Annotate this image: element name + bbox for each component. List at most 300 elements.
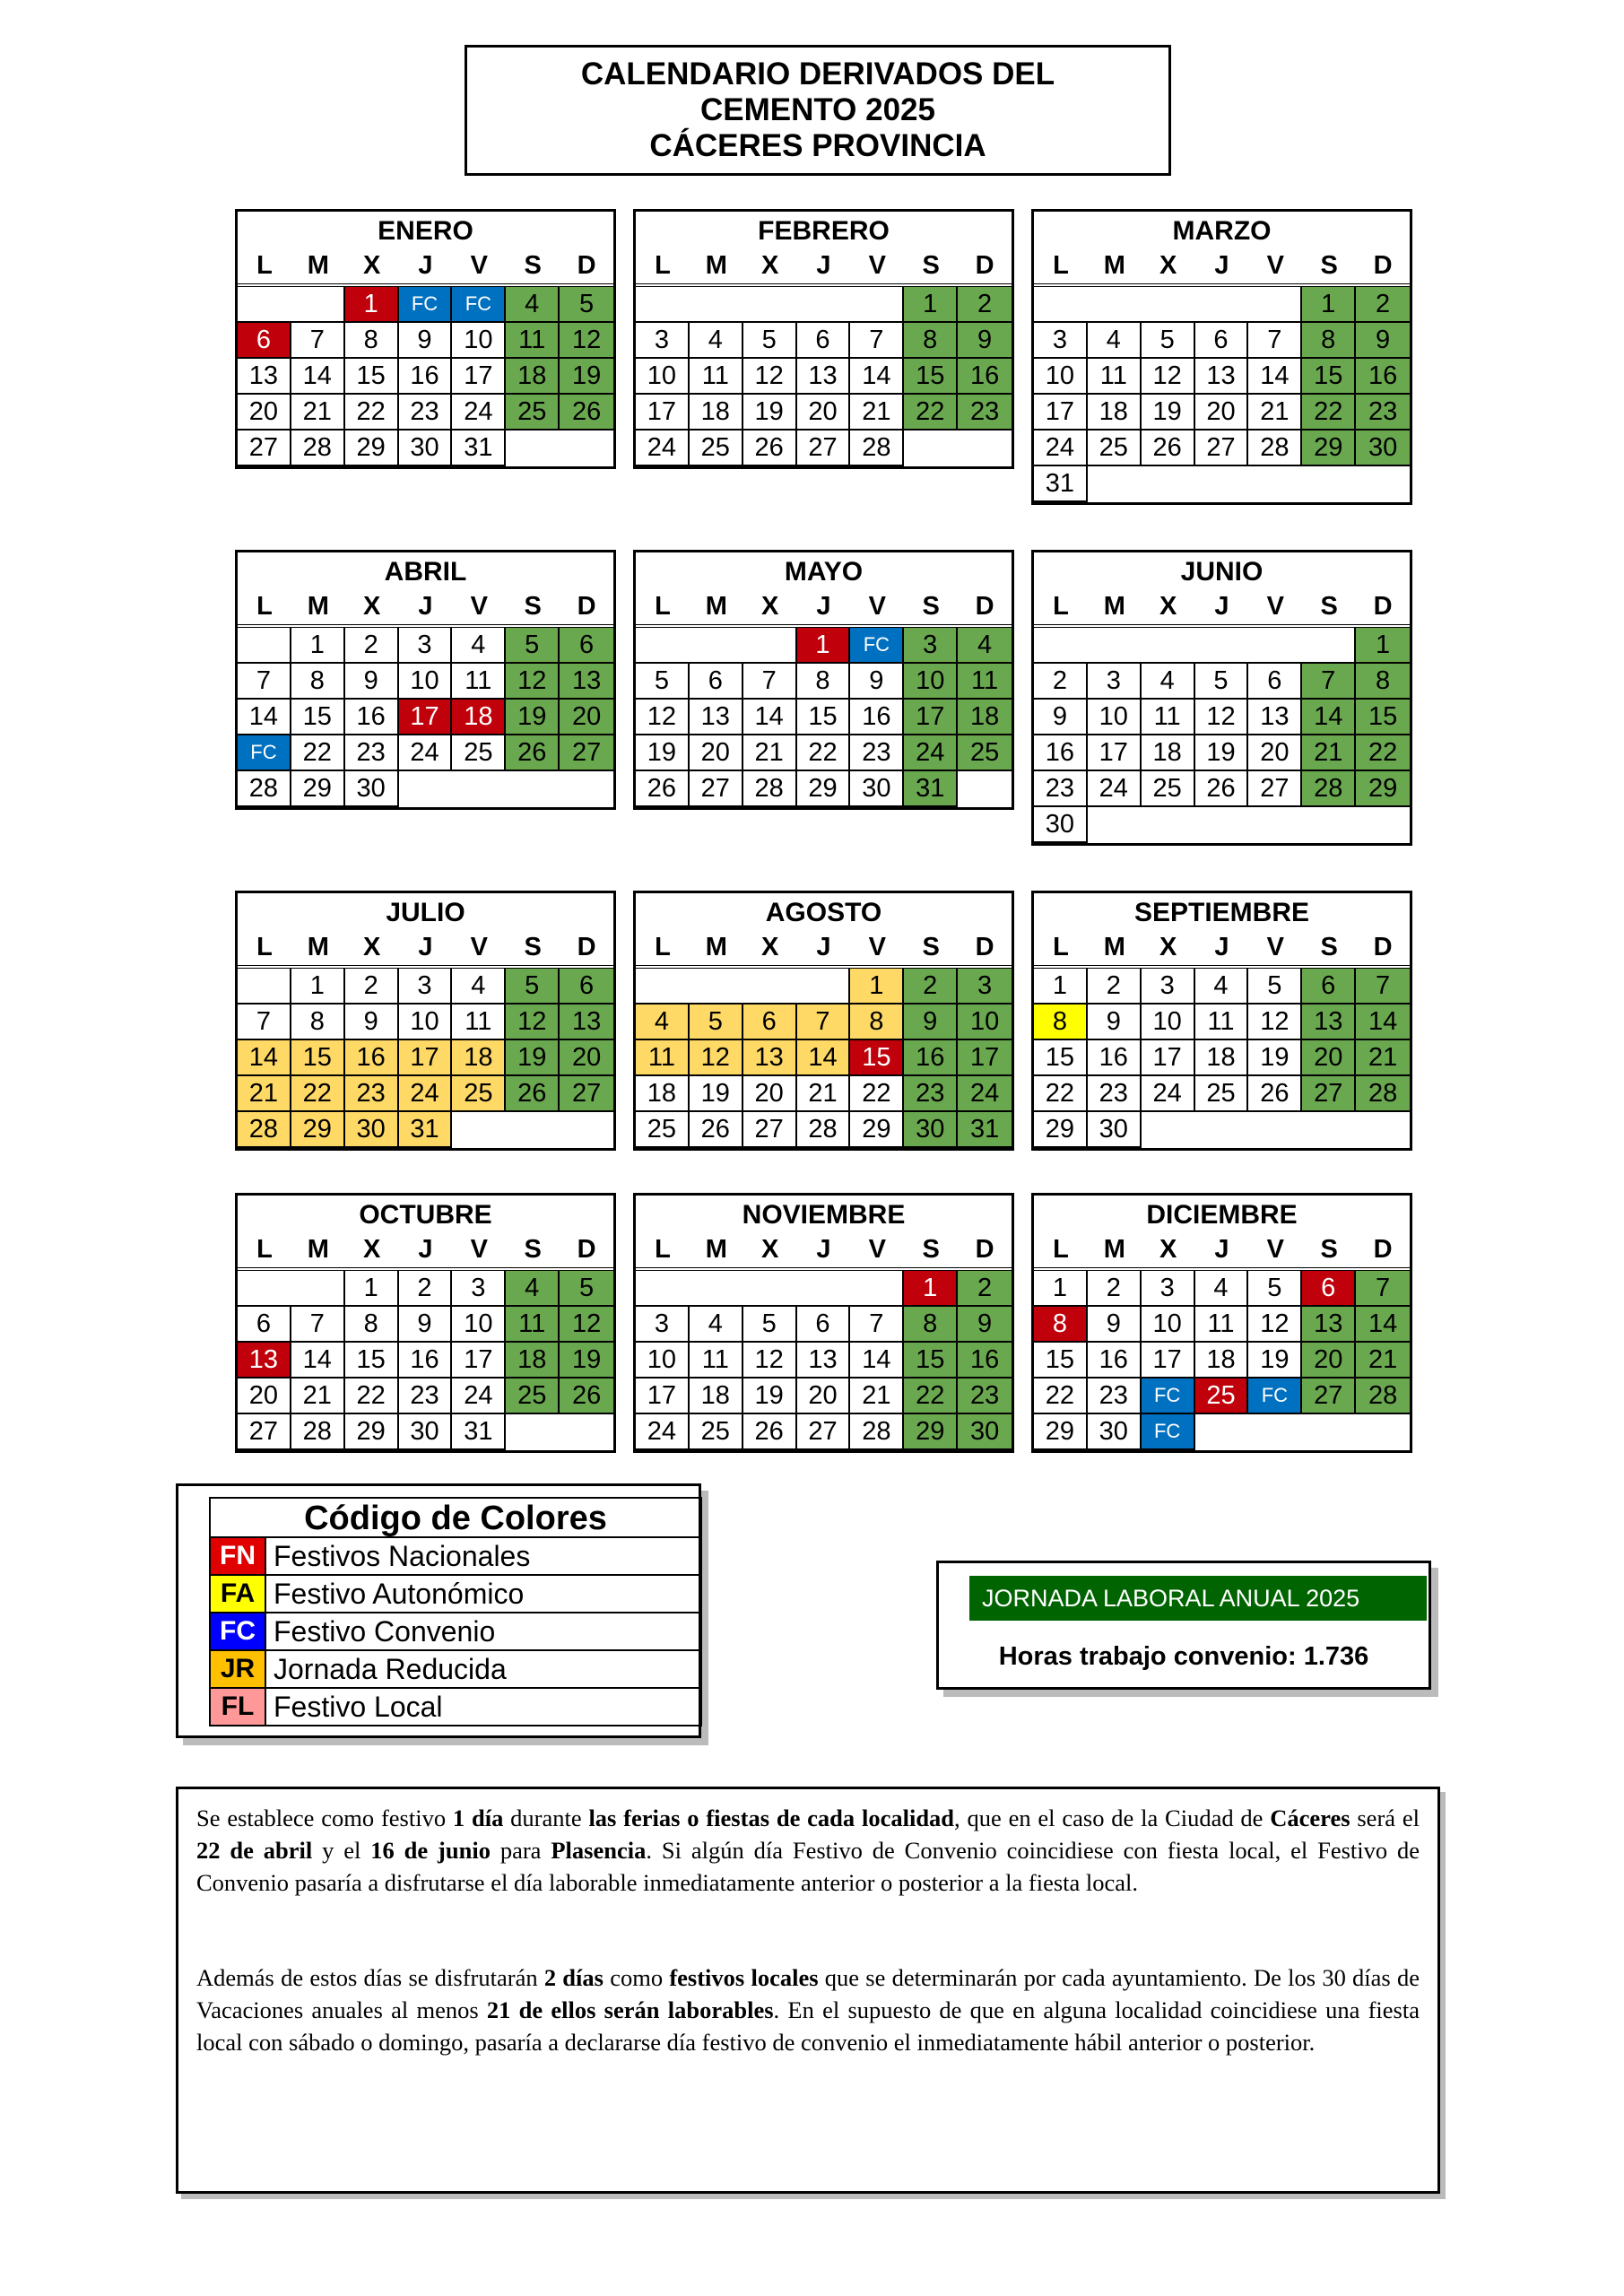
day-cell: 30 bbox=[958, 1414, 1012, 1450]
day-cell: 20 bbox=[1195, 395, 1249, 430]
day-cell: 25 bbox=[452, 1076, 506, 1112]
weekday-label: L bbox=[1053, 251, 1069, 280]
weekday-label: L bbox=[256, 251, 273, 280]
day-cell: 12 bbox=[1142, 359, 1195, 395]
month-name: ABRIL bbox=[384, 557, 467, 587]
day-cell: 3 bbox=[399, 969, 453, 1004]
month-name: DICIEMBRE bbox=[1146, 1200, 1298, 1230]
day-cell: 6 bbox=[797, 323, 851, 359]
day-cell: 25 bbox=[690, 1414, 743, 1450]
weekday-label: D bbox=[577, 1235, 596, 1264]
day-cell: 8 bbox=[1356, 664, 1410, 700]
weekday-label: X bbox=[1159, 251, 1177, 280]
day-cell: 10 bbox=[399, 1004, 453, 1040]
day-cell: 12 bbox=[506, 1004, 560, 1040]
weekday-label: D bbox=[1373, 933, 1393, 961]
weekday-label: S bbox=[524, 933, 542, 961]
day-cell: 10 bbox=[904, 664, 958, 700]
day-cell: FC bbox=[399, 287, 453, 323]
day-cell: 31 bbox=[399, 1112, 453, 1148]
weekday-label: X bbox=[760, 1235, 779, 1264]
day-cell: 10 bbox=[1142, 1307, 1195, 1343]
day-cell: 28 bbox=[743, 771, 797, 807]
day-cell: 29 bbox=[291, 1112, 345, 1148]
day-cell: 8 bbox=[291, 1004, 345, 1040]
day-cell: 17 bbox=[636, 1378, 690, 1414]
day-cell: 8 bbox=[904, 323, 958, 359]
day-cell: 30 bbox=[345, 771, 399, 807]
day-cell: 15 bbox=[291, 700, 345, 735]
day-cell: 24 bbox=[1088, 771, 1142, 807]
weekday-label: D bbox=[1373, 592, 1393, 621]
day-cell: 14 bbox=[291, 1343, 345, 1378]
day-cell: 19 bbox=[1248, 1040, 1302, 1076]
day-cell: 11 bbox=[1088, 359, 1142, 395]
weekday-label: J bbox=[816, 1235, 831, 1264]
title-line-2: CEMENTO 2025 bbox=[700, 92, 935, 127]
day-cell: FC bbox=[238, 735, 291, 771]
month-enero bbox=[235, 209, 616, 469]
weekday-label: X bbox=[1159, 592, 1177, 621]
day-cell: 17 bbox=[1034, 395, 1088, 430]
day-cell: 31 bbox=[1034, 466, 1088, 502]
day-cell: 14 bbox=[238, 700, 291, 735]
day-cell: 23 bbox=[345, 1076, 399, 1112]
day-cell: 30 bbox=[1088, 1414, 1142, 1450]
day-cell: 24 bbox=[399, 735, 453, 771]
day-cell: 28 bbox=[1356, 1378, 1410, 1414]
month-diciembre bbox=[1031, 1193, 1412, 1453]
color-legend bbox=[176, 1483, 701, 1738]
day-cell: 5 bbox=[1248, 969, 1302, 1004]
day-cell: 13 bbox=[690, 700, 743, 735]
weekday-label: X bbox=[1159, 1235, 1177, 1264]
day-cell: 9 bbox=[345, 1004, 399, 1040]
day-cell: 30 bbox=[904, 1112, 958, 1148]
day-cell: 26 bbox=[743, 1414, 797, 1450]
day-cell: 27 bbox=[238, 1414, 291, 1450]
day-cell: 4 bbox=[690, 1307, 743, 1343]
day-cell: 28 bbox=[797, 1112, 851, 1148]
day-cell: 14 bbox=[1356, 1307, 1410, 1343]
day-cell: 13 bbox=[1248, 700, 1302, 735]
day-cell: 31 bbox=[452, 430, 506, 466]
day-cell: 10 bbox=[636, 1343, 690, 1378]
day-cell: 16 bbox=[958, 1343, 1012, 1378]
day-cell: 22 bbox=[1034, 1378, 1088, 1414]
weekday-label: V bbox=[868, 251, 887, 280]
day-cell: 4 bbox=[506, 1271, 560, 1307]
legend-label: Festivo Local bbox=[274, 1691, 443, 1723]
day-cell: 30 bbox=[1356, 430, 1410, 466]
day-cell: 25 bbox=[506, 395, 560, 430]
day-cell: 19 bbox=[506, 700, 560, 735]
day-cell: 23 bbox=[399, 395, 453, 430]
day-cell: 10 bbox=[1088, 700, 1142, 735]
day-cell: 29 bbox=[1034, 1414, 1088, 1450]
day-cell: 7 bbox=[1356, 1271, 1410, 1307]
weekday-label: V bbox=[470, 251, 489, 280]
day-cell: 26 bbox=[690, 1112, 743, 1148]
day-cell: 20 bbox=[238, 395, 291, 430]
day-cell: 29 bbox=[345, 1414, 399, 1450]
day-cell: 10 bbox=[452, 1307, 506, 1343]
day-cell: 28 bbox=[1302, 771, 1356, 807]
day-cell: 19 bbox=[560, 1343, 613, 1378]
day-cell: 10 bbox=[452, 323, 506, 359]
day-cell: FC bbox=[1142, 1414, 1195, 1450]
day-cell: 22 bbox=[345, 1378, 399, 1414]
day-cell: 8 bbox=[850, 1004, 904, 1040]
day-cell: 16 bbox=[1088, 1040, 1142, 1076]
weekday-label: V bbox=[1266, 592, 1285, 621]
jornada-header: JORNADA LABORAL ANUAL 2025 bbox=[969, 1576, 1427, 1621]
day-cell: 7 bbox=[238, 664, 291, 700]
day-cell: 22 bbox=[1034, 1076, 1088, 1112]
legend-row-fn bbox=[211, 1538, 700, 1576]
day-cell: 19 bbox=[1248, 1343, 1302, 1378]
day-cell: 16 bbox=[904, 1040, 958, 1076]
day-cell: 15 bbox=[291, 1040, 345, 1076]
legend-row-fc bbox=[211, 1613, 700, 1651]
day-cell: 16 bbox=[399, 359, 453, 395]
day-cell: 21 bbox=[797, 1076, 851, 1112]
weekday-label: S bbox=[922, 251, 940, 280]
day-cell: 26 bbox=[1142, 430, 1195, 466]
day-cell: 7 bbox=[743, 664, 797, 700]
day-cell: 4 bbox=[1088, 323, 1142, 359]
day-cell: 26 bbox=[506, 1076, 560, 1112]
day-cell: 5 bbox=[560, 1271, 613, 1307]
weekday-label: V bbox=[1266, 1235, 1285, 1264]
day-cell: 21 bbox=[1356, 1040, 1410, 1076]
day-cell: 6 bbox=[560, 628, 613, 664]
day-cell: 15 bbox=[1034, 1343, 1088, 1378]
day-cell: 1 bbox=[904, 287, 958, 323]
day-cell: 7 bbox=[850, 323, 904, 359]
day-cell: 28 bbox=[1356, 1076, 1410, 1112]
day-cell: 29 bbox=[850, 1112, 904, 1148]
notes-box bbox=[176, 1787, 1440, 2194]
day-cell: 14 bbox=[743, 700, 797, 735]
day-cell: 3 bbox=[1088, 664, 1142, 700]
day-cell: 2 bbox=[345, 969, 399, 1004]
day-cell: 12 bbox=[560, 1307, 613, 1343]
day-cell: 18 bbox=[1195, 1040, 1249, 1076]
weekday-label: L bbox=[655, 251, 671, 280]
day-cell: 5 bbox=[1142, 323, 1195, 359]
day-cell: 13 bbox=[1302, 1004, 1356, 1040]
day-cell: 7 bbox=[797, 1004, 851, 1040]
weekday-label: D bbox=[975, 1235, 994, 1264]
day-cell: 30 bbox=[1034, 807, 1088, 843]
weekday-label: V bbox=[470, 933, 489, 961]
weekday-label: V bbox=[1266, 251, 1285, 280]
day-cell: 17 bbox=[399, 700, 453, 735]
day-cell: 16 bbox=[1356, 359, 1410, 395]
weekday-label: D bbox=[577, 251, 596, 280]
day-cell: 29 bbox=[1034, 1112, 1088, 1148]
month-mayo bbox=[633, 550, 1014, 810]
day-cell: 24 bbox=[452, 1378, 506, 1414]
weekday-label: X bbox=[760, 933, 779, 961]
day-cell: 7 bbox=[1356, 969, 1410, 1004]
day-cell: 24 bbox=[1142, 1076, 1195, 1112]
day-cell: 7 bbox=[291, 1307, 345, 1343]
month-name: AGOSTO bbox=[765, 898, 882, 927]
day-cell: 3 bbox=[904, 628, 958, 664]
day-cell: 13 bbox=[743, 1040, 797, 1076]
weekday-label: L bbox=[1053, 1235, 1069, 1264]
weekday-label: S bbox=[922, 933, 940, 961]
day-cell: 17 bbox=[636, 395, 690, 430]
day-cell: 29 bbox=[797, 771, 851, 807]
day-cell: 21 bbox=[743, 735, 797, 771]
weekday-label: J bbox=[1214, 1235, 1229, 1264]
day-cell: 19 bbox=[743, 1378, 797, 1414]
day-cell: 1 bbox=[345, 287, 399, 323]
day-cell: 28 bbox=[291, 1414, 345, 1450]
day-cell: 5 bbox=[743, 1307, 797, 1343]
day-cell: 1 bbox=[904, 1271, 958, 1307]
legend-code: JR bbox=[211, 1651, 266, 1687]
day-cell: 3 bbox=[1142, 969, 1195, 1004]
day-cell: 27 bbox=[1302, 1378, 1356, 1414]
day-cell: FC bbox=[452, 287, 506, 323]
day-cell: 31 bbox=[958, 1112, 1012, 1148]
day-cell: 11 bbox=[1142, 700, 1195, 735]
day-cell: 16 bbox=[958, 359, 1012, 395]
day-cell: 1 bbox=[345, 1271, 399, 1307]
legend-row-fl bbox=[211, 1689, 700, 1725]
legend-label: Festivo Autonómico bbox=[274, 1578, 525, 1610]
day-cell: 27 bbox=[797, 1414, 851, 1450]
day-cell: 2 bbox=[958, 287, 1012, 323]
day-cell: 30 bbox=[345, 1112, 399, 1148]
day-cell: 25 bbox=[452, 735, 506, 771]
weekday-label: X bbox=[362, 251, 381, 280]
day-cell: 19 bbox=[1195, 735, 1249, 771]
month-name: MARZO bbox=[1172, 216, 1272, 246]
day-cell: 19 bbox=[743, 395, 797, 430]
day-cell: 11 bbox=[1195, 1004, 1249, 1040]
day-cell: 13 bbox=[797, 1343, 851, 1378]
jornada-hours: Horas trabajo convenio: 1.736 bbox=[998, 1642, 1369, 1671]
legend-label: Festivos Nacionales bbox=[274, 1540, 531, 1572]
page-title bbox=[465, 45, 1171, 176]
day-cell: 9 bbox=[958, 1307, 1012, 1343]
day-cell: 1 bbox=[291, 628, 345, 664]
day-cell: 21 bbox=[291, 395, 345, 430]
day-cell: 14 bbox=[238, 1040, 291, 1076]
weekday-label: D bbox=[975, 592, 994, 621]
day-cell: 6 bbox=[1302, 1271, 1356, 1307]
day-cell: 24 bbox=[399, 1076, 453, 1112]
day-cell: 9 bbox=[850, 664, 904, 700]
day-cell: 23 bbox=[1356, 395, 1410, 430]
weekday-label: X bbox=[1159, 933, 1177, 961]
day-cell: 17 bbox=[399, 1040, 453, 1076]
day-cell: 13 bbox=[560, 1004, 613, 1040]
day-cell: 18 bbox=[1142, 735, 1195, 771]
day-cell: 1 bbox=[797, 628, 851, 664]
weekday-label: S bbox=[524, 1235, 542, 1264]
day-cell: 15 bbox=[1356, 700, 1410, 735]
day-cell: 4 bbox=[1195, 969, 1249, 1004]
weekday-label: X bbox=[760, 251, 779, 280]
day-cell: 12 bbox=[636, 700, 690, 735]
day-cell: 24 bbox=[452, 395, 506, 430]
day-cell: 4 bbox=[690, 323, 743, 359]
jornada-laboral-box bbox=[936, 1561, 1431, 1690]
weekday-label: J bbox=[816, 251, 831, 280]
day-cell: 14 bbox=[1302, 700, 1356, 735]
day-cell: 31 bbox=[904, 771, 958, 807]
weekday-label: M bbox=[307, 1235, 329, 1264]
day-cell: 2 bbox=[399, 1271, 453, 1307]
day-cell: 17 bbox=[1142, 1040, 1195, 1076]
day-cell: 21 bbox=[1248, 395, 1302, 430]
day-cell: 24 bbox=[904, 735, 958, 771]
day-cell: 29 bbox=[291, 771, 345, 807]
day-cell: 22 bbox=[1302, 395, 1356, 430]
day-cell: 2 bbox=[1356, 287, 1410, 323]
day-cell: 4 bbox=[958, 628, 1012, 664]
day-cell: 13 bbox=[1302, 1307, 1356, 1343]
day-cell: 8 bbox=[797, 664, 851, 700]
weekday-label: J bbox=[816, 592, 831, 621]
day-cell: 1 bbox=[1302, 287, 1356, 323]
day-cell: 9 bbox=[399, 1307, 453, 1343]
day-cell: 15 bbox=[904, 1343, 958, 1378]
day-cell: 8 bbox=[345, 323, 399, 359]
weekday-label: J bbox=[816, 933, 831, 961]
day-cell: 29 bbox=[345, 430, 399, 466]
day-cell: 16 bbox=[399, 1343, 453, 1378]
weekday-label: S bbox=[524, 251, 542, 280]
month-name: ENERO bbox=[378, 216, 473, 246]
day-cell: 3 bbox=[636, 1307, 690, 1343]
day-cell: 22 bbox=[291, 1076, 345, 1112]
day-cell: 9 bbox=[399, 323, 453, 359]
day-cell: 3 bbox=[452, 1271, 506, 1307]
day-cell: 5 bbox=[636, 664, 690, 700]
day-cell: 9 bbox=[1034, 700, 1088, 735]
day-cell: 18 bbox=[1088, 395, 1142, 430]
day-cell: 20 bbox=[1302, 1343, 1356, 1378]
day-cell: 2 bbox=[904, 969, 958, 1004]
day-cell: 28 bbox=[850, 1414, 904, 1450]
weekday-label: M bbox=[705, 592, 727, 621]
day-cell: 3 bbox=[1142, 1271, 1195, 1307]
day-cell: 16 bbox=[345, 1040, 399, 1076]
day-cell: 10 bbox=[399, 664, 453, 700]
day-cell: 18 bbox=[506, 359, 560, 395]
day-cell: 23 bbox=[345, 735, 399, 771]
day-cell: 23 bbox=[904, 1076, 958, 1112]
day-cell: 16 bbox=[1034, 735, 1088, 771]
weekday-label: L bbox=[655, 592, 671, 621]
day-cell: 21 bbox=[291, 1378, 345, 1414]
weekday-label: L bbox=[655, 933, 671, 961]
day-cell: 23 bbox=[1088, 1378, 1142, 1414]
day-cell: 15 bbox=[1034, 1040, 1088, 1076]
day-cell: 15 bbox=[904, 359, 958, 395]
day-cell: 25 bbox=[690, 430, 743, 466]
weekday-label: J bbox=[418, 933, 433, 961]
day-cell: 23 bbox=[958, 1378, 1012, 1414]
weekday-label: L bbox=[256, 933, 273, 961]
day-cell: 20 bbox=[690, 735, 743, 771]
day-cell: 9 bbox=[1088, 1307, 1142, 1343]
day-cell: 11 bbox=[506, 323, 560, 359]
day-cell: 23 bbox=[1034, 771, 1088, 807]
day-cell: 22 bbox=[850, 1076, 904, 1112]
day-cell: 11 bbox=[452, 664, 506, 700]
day-cell: 8 bbox=[904, 1307, 958, 1343]
day-cell: 15 bbox=[1302, 359, 1356, 395]
day-cell: 18 bbox=[958, 700, 1012, 735]
month-name: OCTUBRE bbox=[359, 1200, 492, 1230]
day-cell: 27 bbox=[560, 735, 613, 771]
day-cell: 26 bbox=[1195, 771, 1249, 807]
day-cell: 25 bbox=[1088, 430, 1142, 466]
weekday-label: S bbox=[922, 592, 940, 621]
month-abril bbox=[235, 550, 616, 810]
day-cell: 26 bbox=[560, 395, 613, 430]
day-cell: 27 bbox=[238, 430, 291, 466]
weekday-label: L bbox=[1053, 592, 1069, 621]
day-cell: 27 bbox=[1302, 1076, 1356, 1112]
day-cell: 18 bbox=[452, 1040, 506, 1076]
day-cell: 23 bbox=[850, 735, 904, 771]
day-cell: 6 bbox=[797, 1307, 851, 1343]
day-cell: 16 bbox=[345, 700, 399, 735]
day-cell: 8 bbox=[1034, 1004, 1088, 1040]
day-cell: 11 bbox=[636, 1040, 690, 1076]
day-cell: 5 bbox=[1195, 664, 1249, 700]
day-cell: 15 bbox=[345, 359, 399, 395]
day-cell: 9 bbox=[1356, 323, 1410, 359]
note-paragraph-2: Además de estos días se disfrutarán 2 días como festivos locales que se determinarán por cada ayuntamiento. De los 30 días de Vacaciones anuales al menos 21 de ellos serán laborables. En el supuesto de que en alguna localidad coincidiese una fiesta local con sábado o domingo, pasaría a declararse día festivo de convenio el inmediatamente hábil anterior o posterior. bbox=[196, 1964, 1420, 2056]
day-cell: 11 bbox=[958, 664, 1012, 700]
legend-label: Festivo Convenio bbox=[274, 1615, 496, 1648]
day-cell: 28 bbox=[850, 430, 904, 466]
day-cell: 28 bbox=[1248, 430, 1302, 466]
day-cell: 21 bbox=[1302, 735, 1356, 771]
day-cell: 17 bbox=[1142, 1343, 1195, 1378]
day-cell: 17 bbox=[958, 1040, 1012, 1076]
day-cell: 18 bbox=[690, 1378, 743, 1414]
weekday-label: X bbox=[362, 592, 381, 621]
day-cell: 3 bbox=[636, 323, 690, 359]
day-cell: 13 bbox=[238, 359, 291, 395]
day-cell: 20 bbox=[797, 395, 851, 430]
month-septiembre bbox=[1031, 891, 1412, 1151]
day-cell: 8 bbox=[291, 664, 345, 700]
day-cell: 22 bbox=[345, 395, 399, 430]
day-cell: 21 bbox=[1356, 1343, 1410, 1378]
weekday-label: J bbox=[418, 251, 433, 280]
day-cell: 1 bbox=[1356, 628, 1410, 664]
weekday-label: M bbox=[1103, 251, 1125, 280]
weekday-label: M bbox=[705, 251, 727, 280]
day-cell: 4 bbox=[452, 969, 506, 1004]
day-cell: 19 bbox=[636, 735, 690, 771]
legend-label: Jornada Reducida bbox=[274, 1653, 507, 1685]
weekday-label: V bbox=[1266, 933, 1285, 961]
legend-title: Código de Colores bbox=[211, 1499, 700, 1538]
